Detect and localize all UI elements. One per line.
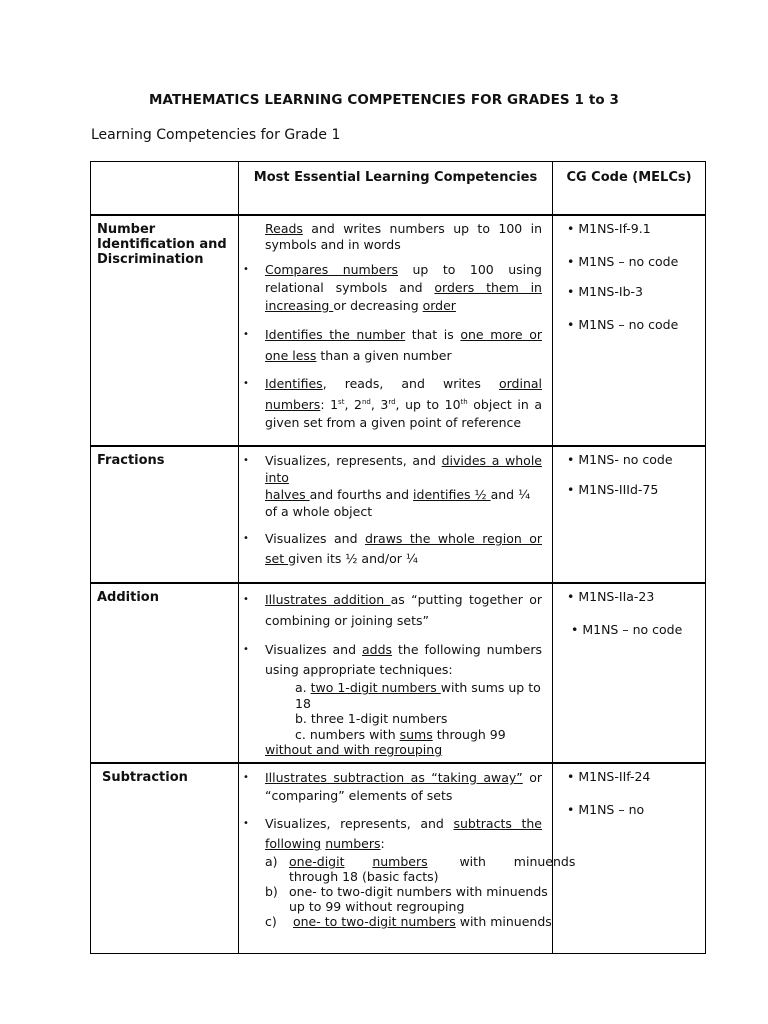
page-title: MATHEMATICS LEARNING COMPETENCIES FOR GRADES 1 to 3 bbox=[148, 92, 620, 108]
list-item bbox=[295, 727, 542, 743]
text: through 18 (basic facts) bbox=[289, 869, 439, 885]
list-item bbox=[243, 589, 543, 631]
text: the following numbers using appropriate techniques: bbox=[265, 642, 542, 678]
bullet-icon: • bbox=[243, 818, 249, 830]
text: a. bbox=[295, 680, 311, 696]
cg-code: • M1NS – no code bbox=[571, 622, 683, 638]
text: with sums up to 18 bbox=[295, 680, 541, 711]
list-item bbox=[243, 261, 542, 315]
text: , up to 10 bbox=[395, 397, 461, 413]
topic-cell: Subtraction bbox=[91, 763, 239, 953]
underlined-text: sums bbox=[399, 726, 433, 742]
bullet-icon: • bbox=[243, 329, 249, 340]
competency-cell bbox=[239, 446, 553, 583]
list-item bbox=[243, 529, 542, 569]
sub-list bbox=[265, 680, 542, 742]
underlined-text: order bbox=[422, 298, 456, 313]
text: , reads, and writes bbox=[322, 376, 499, 391]
text: given its ½ and/or ¼ bbox=[288, 551, 419, 567]
list-marker: a) bbox=[265, 854, 278, 870]
underlined-text: Reads bbox=[265, 221, 303, 236]
code-cell bbox=[553, 215, 706, 446]
list-item bbox=[243, 452, 542, 520]
underlined-text: numbers bbox=[325, 836, 381, 852]
underlined-text: one more or one less bbox=[265, 327, 542, 363]
text: and ¼ bbox=[490, 487, 531, 503]
list-item bbox=[265, 854, 576, 885]
superscript: rd bbox=[388, 398, 396, 406]
table-row bbox=[91, 446, 706, 583]
cg-code: • M1NS-IIId-75 bbox=[567, 482, 659, 498]
list-item bbox=[243, 814, 542, 854]
bullet-icon: • bbox=[243, 264, 249, 275]
list-item bbox=[243, 640, 542, 680]
list-item bbox=[243, 769, 542, 805]
table-header-row bbox=[91, 162, 706, 216]
underlined-text: ordinal numbers bbox=[265, 376, 542, 413]
text: object in a given set from a given point of reference bbox=[265, 397, 542, 431]
underlined-text: divides a whole into bbox=[265, 453, 542, 486]
cg-code: • M1NS-IIa-23 bbox=[567, 589, 655, 605]
text: and writes numbers up to 100 in symbols and in words bbox=[265, 221, 542, 252]
bullet-icon: • bbox=[243, 455, 249, 467]
text: up to 99 without regrouping bbox=[289, 899, 465, 915]
cg-code: • M1NS-If-9.1 bbox=[567, 221, 651, 236]
competencies-table bbox=[90, 161, 706, 954]
underlined-text: orders them in increasing bbox=[265, 280, 542, 313]
underlined-text: Illustrates subtraction as “taking away” bbox=[265, 770, 523, 786]
code-cell bbox=[553, 446, 706, 583]
superscript: st bbox=[338, 398, 345, 406]
text: Visualizes and bbox=[265, 531, 365, 547]
competency-cell bbox=[239, 583, 553, 763]
list-marker: c) bbox=[265, 914, 277, 930]
topic-cell: Fractions bbox=[91, 446, 239, 583]
bullet-icon: • bbox=[243, 378, 249, 389]
code-cell bbox=[553, 583, 706, 763]
underlined-text: regrouping bbox=[373, 742, 443, 758]
text: through 99 bbox=[432, 726, 506, 742]
cg-code: • M1NS – no code bbox=[567, 254, 679, 269]
bullet-icon: • bbox=[243, 594, 249, 606]
cg-code: • M1NS- no code bbox=[567, 452, 673, 468]
header-cg-code: CG Code (MELCs) bbox=[553, 162, 706, 216]
cg-code: • M1NS – no bbox=[567, 802, 645, 818]
section-subtitle: Learning Competencies for Grade 1 bbox=[91, 127, 341, 143]
text: as “putting together or combining or joining sets” bbox=[265, 592, 543, 629]
list-item: b. three 1-digit numbers bbox=[295, 711, 448, 727]
list-item bbox=[265, 914, 552, 930]
list-item bbox=[295, 680, 542, 711]
competency-cell bbox=[239, 763, 576, 953]
text: with bbox=[459, 854, 486, 870]
underlined-text: draws the whole region or set bbox=[265, 531, 542, 567]
underlined-text: Compares numbers bbox=[265, 262, 398, 277]
text: minuends bbox=[513, 854, 576, 870]
text: : bbox=[380, 836, 385, 852]
text: Visualizes, represents, and bbox=[265, 816, 454, 832]
table-row bbox=[91, 215, 706, 446]
text: up to 100 using relational symbols and bbox=[265, 262, 542, 295]
text: with minuends bbox=[455, 914, 552, 930]
underlined-text: without and with bbox=[265, 742, 374, 758]
table-row bbox=[91, 583, 706, 763]
underlined-text: Identifies the number bbox=[265, 327, 406, 342]
table-row bbox=[91, 763, 706, 953]
text: that is bbox=[405, 327, 461, 342]
underlined-text: one-digit bbox=[289, 854, 345, 870]
underlined-text: subtracts the following bbox=[265, 816, 542, 852]
bullet-icon: • bbox=[243, 533, 249, 545]
list-item bbox=[243, 375, 542, 432]
cg-code: • M1NS-IIf-24 bbox=[567, 769, 651, 785]
list-item bbox=[265, 742, 542, 758]
list-item bbox=[243, 324, 542, 366]
list-marker: b) bbox=[265, 884, 278, 900]
competency-cell bbox=[239, 215, 553, 446]
superscript: nd bbox=[361, 398, 371, 406]
underlined-text: adds bbox=[362, 642, 393, 658]
text: one- to two-digit numbers with minuends bbox=[289, 884, 548, 900]
bullet-icon: • bbox=[243, 772, 249, 784]
text: : 1 bbox=[320, 397, 339, 413]
text: , 3 bbox=[370, 397, 389, 413]
list-item bbox=[265, 221, 542, 252]
text: and fourths and bbox=[309, 487, 414, 503]
code-cell bbox=[553, 763, 706, 953]
list-item bbox=[265, 884, 548, 915]
cg-code: • M1NS – no code bbox=[567, 317, 679, 332]
topic-cell: Addition bbox=[91, 583, 239, 763]
text: than a given number bbox=[316, 348, 452, 363]
bullet-icon: • bbox=[243, 644, 249, 656]
underlined-text: halves bbox=[265, 487, 310, 503]
underlined-text: one- to two-digit numbers bbox=[292, 914, 456, 930]
underlined-text: identifies ½ bbox=[413, 487, 491, 503]
cg-code: • M1NS-Ib-3 bbox=[567, 284, 643, 299]
text: , 2 bbox=[344, 397, 362, 413]
text: of a whole object bbox=[265, 504, 373, 520]
underlined-text: numbers bbox=[372, 854, 428, 870]
header-empty-cell bbox=[91, 162, 239, 216]
text: Visualizes and bbox=[265, 642, 363, 658]
superscript: th bbox=[460, 398, 468, 406]
text: Visualizes, represents, and bbox=[265, 453, 442, 469]
underlined-text: Illustrates addition bbox=[265, 592, 391, 608]
underlined-text: Identifies bbox=[265, 376, 323, 391]
text: or “comparing” elements of sets bbox=[265, 770, 542, 804]
text: c. numbers with bbox=[295, 726, 400, 742]
topic-cell: Number Identification and Discrimination bbox=[91, 215, 239, 446]
text: or decreasing bbox=[333, 298, 423, 313]
underlined-text: two 1-digit numbers bbox=[310, 680, 441, 696]
header-competencies: Most Essential Learning Competencies bbox=[239, 162, 553, 216]
